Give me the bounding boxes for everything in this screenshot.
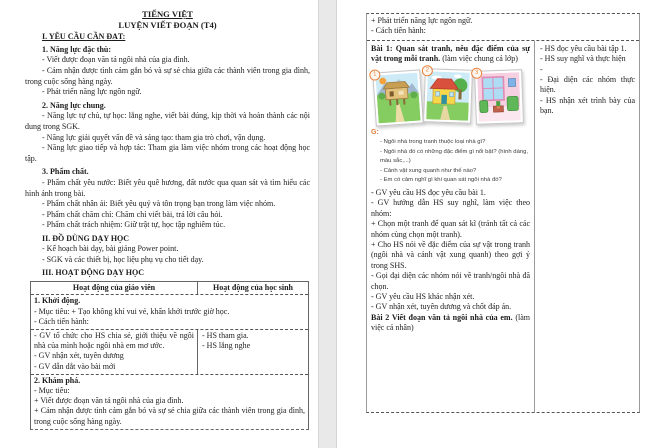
table-row-continuation (367, 14, 639, 41)
page-gutter (318, 0, 337, 448)
text-line: - Năng lực giải quyết vấn đề và sáng tạo: tham gia trò chơi, vận dụng. (42, 132, 266, 142)
picture-room-interior (474, 69, 524, 125)
text-line: - SGK và các thiết bị, học liệu phụ vụ cho tiết dạy. (42, 255, 204, 265)
picture-yellow-house (423, 68, 473, 124)
section-1-heading: I. YÊU CẦU CẦN ĐẠT: (42, 32, 126, 42)
hint-line: - Em có cảm nghĩ gì khi quan sát ngôi nhà đó? (380, 177, 502, 184)
yellow-house-illustration (426, 71, 470, 120)
text-line: - Năng lực giao tiếp và hợp tác: Tham gia làm việc nhóm trong các hoạt động học tập. (25, 143, 310, 163)
teacher-cell (31, 330, 198, 374)
hint-line: - Ngôi nhà đó có những đặc điểm gì nổi bật? (hình dáng, màu sắc,...) (380, 148, 529, 165)
text-line: - Cách tiến hành: (34, 316, 89, 326)
row-title: 2. Khám phá. (34, 375, 81, 385)
section-3-heading: III. HOẠT ĐỘNG DẠY HỌC (42, 267, 145, 277)
text-line: - Viết được đoạn văn tả ngôi nhà của gia đình. (42, 55, 190, 65)
doc-title-text: TIẾNG VIỆT (142, 9, 193, 19)
text-line: - Gọi đại diện các nhóm nói về tranh/ngôi nhà đã chọn. (371, 271, 530, 291)
text-line: - Phát triển năng lực ngôn ngữ. (42, 87, 142, 97)
text-line: - Phẩm chất yêu nước: Biết yêu quê hương, đất nước qua quan sát và tìm hiểu các hình ảnh trong bài. (25, 177, 310, 198)
table-header-row (31, 282, 308, 294)
text-line: - Cách tiến hành: (371, 26, 426, 36)
hint-questions (380, 138, 530, 186)
text-line: - GV nhận xét, tuyên dương (34, 351, 124, 361)
text-line: - Cảm nhận được tình cảm gắn bó và sự sẻ chia giữa các thành viên trong gia đình, trong cuộc sống hàng ngày. (25, 65, 310, 86)
text-line: + Cảm nhận được tình cảm gắn bó và sự sẻ chia giữa các thành viên trong gia đình, trong cuộc sống hàng ngày. (34, 406, 305, 426)
section-2-heading: II. ĐỒ DÙNG DẠY HỌC (42, 233, 130, 243)
teacher-cell (367, 41, 535, 412)
text-line: - GV dẫn dắt vào bài mới (34, 361, 116, 371)
student-cell (198, 330, 308, 374)
text-line: - Phẩm chất chăm chỉ: Chăm chỉ viết bài, trả lời câu hỏi. (42, 209, 223, 219)
text-line: + Chọn một tranh để quan sát kĩ (tránh tất cả các nhóm cùng chọn một tranh). (371, 219, 530, 239)
text-line: - Mục tiêu: (34, 386, 70, 396)
table-row-split (31, 329, 308, 374)
subhead-pham-chat: 3. Phẩm chất. (42, 167, 89, 177)
col-header-teacher: Hoạt động của giáo viên (31, 282, 198, 294)
picture-number-badge: 2 (422, 65, 433, 76)
text-line: - Đại diện các nhóm thực hiện. (540, 75, 635, 95)
room-interior-illustration (477, 72, 521, 121)
text-line: - GV yêu cầu HS đọc yêu cầu bài 1. (371, 188, 486, 197)
bai2-heading: Bài 2 Viết đoạn văn tả ngôi nhà của em. (làm việc cá nhân) (371, 312, 530, 333)
picture-stilt-house (372, 69, 424, 126)
text-line: + Cho HS nói về đặc điểm của sự vật trong tranh (ngôi nhà và cảnh vật xung quanh) theo gợi ý trong SHS. (371, 240, 530, 270)
student-cell (535, 41, 639, 412)
activities-table-continued (366, 13, 640, 413)
text-line: - (540, 64, 543, 74)
text-line: - Mục tiêu: + Tạo không khí vui vẻ, khấn khởi trước giờ học. (34, 306, 230, 316)
page-1[interactable] (0, 0, 318, 448)
text-line: - GV yêu cầu HS khác nhận xét. (371, 292, 475, 302)
picture-strip (372, 66, 530, 125)
text-line: + Phát triển năng lực ngôn ngữ. (371, 16, 473, 25)
text-line: - Phẩm chất trách nhiệm: Giữ trật tự, học tập nghiêm túc. (42, 220, 226, 230)
picture-number-badge: 3 (471, 67, 482, 78)
table-row-kham-pha (31, 374, 308, 429)
picture-number-badge: 1 (369, 69, 381, 81)
doc-title (25, 9, 310, 20)
text-line: - HS nhận xét trình bày của bạn. (540, 95, 635, 116)
text-line: - Phẩm chất nhân ái: Biết yêu quý và tôn trọng bạn trong làm việc nhóm. (42, 199, 276, 209)
text-line: - GV nhận xét, tuyên dương và chốt đáp án. (371, 302, 512, 312)
text-line: - HS suy nghĩ và thực hiện (540, 54, 626, 64)
bai1-heading: Bài 1: Quan sát tranh, nêu đặc điểm của sự vật trong mỗi tranh. (làm việc chung cả lớp) (371, 43, 530, 64)
table-row-khoi-dong (31, 294, 308, 329)
hint-label: G: (371, 128, 379, 136)
doc-subtitle: LUYỆN VIẾT ĐOẠN (T4) (118, 19, 217, 30)
text-line: - HS đọc yêu cầu bài tập 1. (540, 43, 627, 53)
subhead-nang-luc-dac-thu: 1. Năng lực đặc thù: (42, 44, 112, 54)
text-line: - GV tổ chức cho HS chia sẻ, giới thiệu về ngôi nhà của mình hoặc ngôi nhà em mơ ước. (34, 331, 194, 351)
col-header-student: Hoạt động của học sinh (212, 283, 294, 293)
text-line: - Năng lực tự chủ, tự học: lắng nghe, viết bài đúng, kịp thời và hoàn thành các nội dung trong SGK. (25, 111, 310, 131)
page-2[interactable] (337, 0, 650, 448)
hint-line: - Ngôi nhà trong tranh thuộc loại nhà gì? (380, 139, 486, 146)
text-line: - HS lắng nghe (202, 341, 251, 351)
stilt-house-illustration (375, 72, 420, 123)
row-title: 1. Khởi động. (34, 296, 81, 306)
hint-line: - Cảnh vật xung quanh như thế nào? (380, 167, 477, 174)
activities-table (30, 281, 309, 430)
text-line: + Viết được đoạn văn tả ngôi nhà của gia đình. (34, 396, 184, 406)
subhead-nang-luc-chung: 2. Năng lực chung. (42, 100, 106, 110)
text-line: - HS tham gia. (202, 331, 249, 341)
text-line: - Kế hoạch bài dạy, bài giảng Power point. (42, 244, 179, 254)
table-row-bai1 (367, 41, 639, 412)
text-line: - GV hướng dẫn HS suy nghĩ, làm việc theo nhóm: (371, 198, 530, 218)
